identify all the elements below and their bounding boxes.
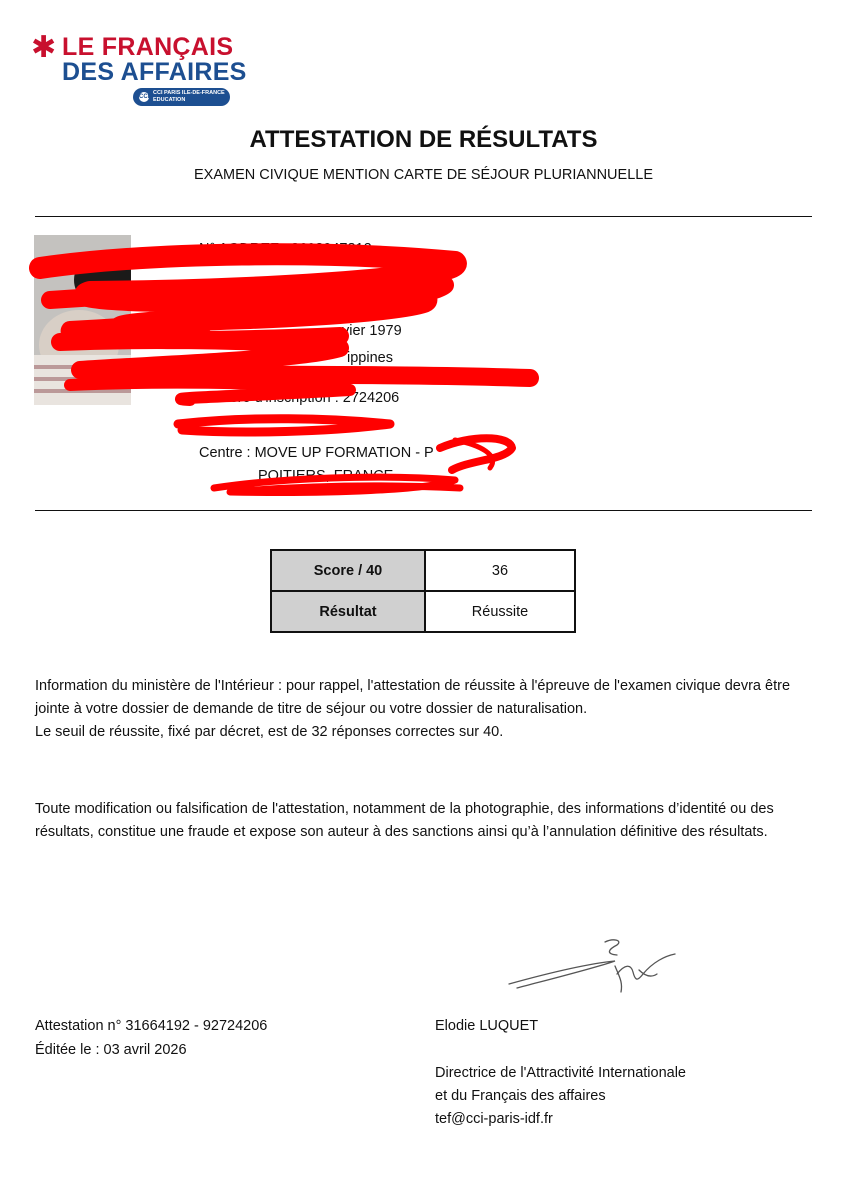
cci-mark: CCI	[139, 94, 150, 100]
signatory-name: Elodie LUQUET	[435, 1018, 539, 1034]
ministry-information	[35, 675, 815, 744]
asterisk-icon: ✱	[31, 31, 57, 64]
cci-badge-line-1: CCI PARIS ILE-DE-FRANCE	[153, 90, 225, 96]
document-subtitle: EXAMEN CIVIQUE MENTION CARTE DE SÉJOUR PLURIANNUELLE	[194, 167, 653, 183]
nationality-partial: ippines	[347, 350, 393, 366]
document-title: ATTESTATION DE RÉSULTATS	[249, 126, 598, 153]
fraud-warning: Toute modification ou falsification de l'attestation, notamment de la photographie, des informations d’identité ou des résultats, constitue une fraude et expose son auteur à des sanctions ainsi qu’à l’annulation définitive des résultats.	[35, 801, 774, 840]
result-label: Résultat	[271, 591, 425, 632]
bottom-divider	[35, 510, 812, 511]
pass-threshold-text: Le seuil de réussite, fixé par décret, est de 32 réponses correctes sur 40.	[35, 724, 504, 740]
exam-centre-city: POITIERS, FRANCE	[258, 468, 394, 484]
cci-badge-line-2: EDUCATION	[153, 96, 186, 103]
table-row	[271, 550, 575, 591]
ministry-information-text: Information du ministère de l'Intérieur : pour rappel, l'attestation de réussite à l'épreuve de l'examen civique devra être jointe à votre dossier de demande de titre de séjour ou votre dossier de naturalisation.	[35, 678, 791, 717]
attestation-number: Attestation n° 31664192 - 92724206	[35, 1018, 268, 1034]
contact-email: tef@cci-paris-idf.fr	[435, 1111, 553, 1127]
registration-number: Numéro d'inscription : 2724206	[199, 390, 400, 406]
logo-line-1: LE FRANÇAIS	[62, 33, 234, 61]
redaction-scribbles	[0, 0, 847, 520]
handwritten-signature	[505, 936, 685, 998]
logo-line-2: DES AFFAIRES	[62, 58, 247, 86]
score-value: 36	[425, 550, 575, 591]
results-table	[270, 549, 576, 633]
table-row	[271, 591, 575, 632]
birth-date-partial: vier 1979	[342, 323, 402, 339]
exam-centre: Centre : MOVE UP FORMATION - P	[199, 445, 434, 461]
result-value: Réussite	[425, 591, 575, 632]
score-label: Score / 40	[271, 550, 425, 591]
signatory-role-line-2: et du Français des affaires	[435, 1088, 606, 1104]
issue-date: Éditée le : 03 avril 2026	[35, 1042, 187, 1058]
agdref-number: N° AGDREF : 8603047812	[199, 241, 372, 257]
signatory-role-line-1: Directrice de l'Attractivité Internationale	[435, 1065, 686, 1081]
